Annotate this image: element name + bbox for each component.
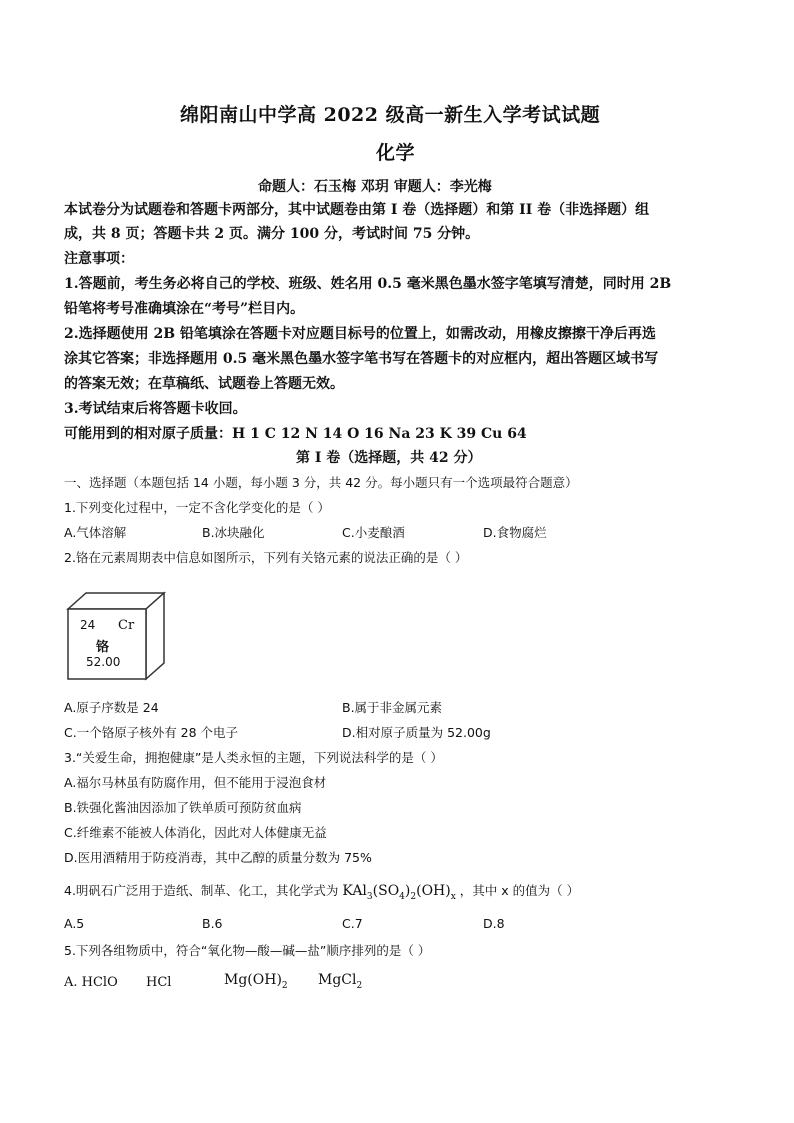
q4-option-a: A.5 <box>64 916 85 931</box>
section-title: 第 I 卷（选择题，共 42 分） <box>296 450 482 466</box>
element-mass: 52.00 <box>86 655 121 669</box>
notice-1a: 1.答题前，考生务必将自己的学校、班级、姓名用 0.5 毫米黑色墨水签字笔填写清楚，同时用 2B <box>64 276 672 292</box>
notice-3: 3.考试结束后将答题卡收回。 <box>64 401 247 417</box>
q1-option-d: D.食物腐烂 <box>483 525 547 540</box>
q3-option-b: B.铁强化酱油因添加了铁单质可预防贫血病 <box>64 800 302 815</box>
notice-title: 注意事项： <box>64 251 134 267</box>
element-name: 铬 <box>96 640 110 655</box>
q5-option-a-acid: HCl <box>146 975 172 990</box>
formula-so4: (SO <box>372 883 400 899</box>
salt-sub: 2 <box>356 980 363 991</box>
q1-option-b: B.冰块融化 <box>202 525 265 540</box>
q5-stem: 5.下列各组物质中，符合“氧化物—酸—碱—盐”顺序排列的是（ ） <box>64 943 431 958</box>
q4-stem-suffix: ，其中 x 的值为（ ） <box>459 883 580 898</box>
q3-stem: 3.“关爱生命，拥抱健康”是人类永恒的主题，下列说法科学的是（ ） <box>64 750 443 765</box>
intro-line-2: 成，共 8 页；答题卡共 2 页。满分 100 分，考试时间 75 分钟。 <box>64 226 480 242</box>
salt-formula: MgCl <box>318 972 357 988</box>
formula-sub-x: x <box>450 891 456 902</box>
atomic-masses: 可能用到的相对原子质量：H 1 C 12 N 14 O 16 Na 23 K 39 Cu 64 <box>64 426 527 442</box>
intro-line-1: 本试卷分为试题卷和答题卡两部分，其中试题卷由第 I 卷（选择题）和第 II 卷（非选择题）组 <box>64 202 650 218</box>
element-symbol: Cr <box>118 618 135 633</box>
q4-stem-prefix: 4.明矾石广泛用于造纸、制革、化工，其化学式为 <box>64 883 339 898</box>
q1-stem: 1.下列变化过程中，一定不含化学变化的是（ ） <box>64 500 330 515</box>
q3-option-d: D.医用酒精用于防疫消毒，其中乙醇的质量分数为 75% <box>64 850 372 865</box>
q5-option-a-label: A. HClO <box>64 975 118 990</box>
notice-2b: 涂其它答案；非选择题用 0.5 毫米黑色墨水签字笔书写在答题卡的对应框内，超出答题区域书写 <box>64 351 659 367</box>
subject-title: 化学 <box>376 142 416 164</box>
formula-sub-3: 3 <box>366 891 373 902</box>
q1-option-a: A.气体溶解 <box>64 525 127 540</box>
formula-kal: KAl <box>342 883 367 899</box>
element-number: 24 <box>80 618 96 632</box>
q5-option-a-base <box>224 972 288 991</box>
q2-option-d: D.相对原子质量为 52.00g <box>342 725 491 740</box>
formula-sub-2: 2 <box>410 891 417 902</box>
q2-option-b: B.属于非金属元素 <box>342 700 443 715</box>
notice-1b: 铅笔将考号准确填涂在“考号”栏目内。 <box>64 301 305 317</box>
formula-close-paren: ) <box>404 883 411 899</box>
notice-2a: 2.选择题使用 2B 铅笔填涂在答题卡对应题目标号的位置上，如需改动，用橡皮擦擦干净后再选 <box>64 326 656 342</box>
q3-option-a: A.福尔马林虽有防腐作用，但不能用于浸泡食材 <box>64 775 327 790</box>
q4-option-c: C.7 <box>342 916 363 931</box>
element-cube <box>66 591 166 681</box>
page-title: 绵阳南山中学高 2022 级高一新生入学考试试题 <box>180 104 601 126</box>
q4-formula <box>342 883 456 902</box>
q4-option-d: D.8 <box>483 916 505 931</box>
base-formula: Mg(OH) <box>224 972 282 988</box>
notice-2c: 的答案无效；在草稿纸、试题卷上答题无效。 <box>64 376 344 392</box>
formula-oh: (OH) <box>416 883 451 899</box>
q2-stem: 2.铬在元素周期表中信息如图所示，下列有关铬元素的说法正确的是（ ） <box>64 550 468 565</box>
q2-option-a: A.原子序数是 24 <box>64 700 159 715</box>
q5-option-a-salt <box>318 972 362 991</box>
q2-option-c: C.一个铬原子核外有 28 个电子 <box>64 725 239 740</box>
q3-option-c: C.纤维素不能被人体消化，因此对人体健康无益 <box>64 825 327 840</box>
authors-line: 命题人：石玉梅 邓玥 审题人：李光梅 <box>258 179 492 195</box>
formula-sub-4: 4 <box>399 891 405 902</box>
section-desc: 一、选择题（本题包括 14 小题，每小题 3 分，共 42 分。每小题只有一个选项最符合题意） <box>64 475 578 490</box>
q1-option-c: C.小麦酿酒 <box>342 525 405 540</box>
q4-stem <box>64 881 579 902</box>
base-sub: 2 <box>281 980 288 991</box>
q4-option-b: B.6 <box>202 916 223 931</box>
